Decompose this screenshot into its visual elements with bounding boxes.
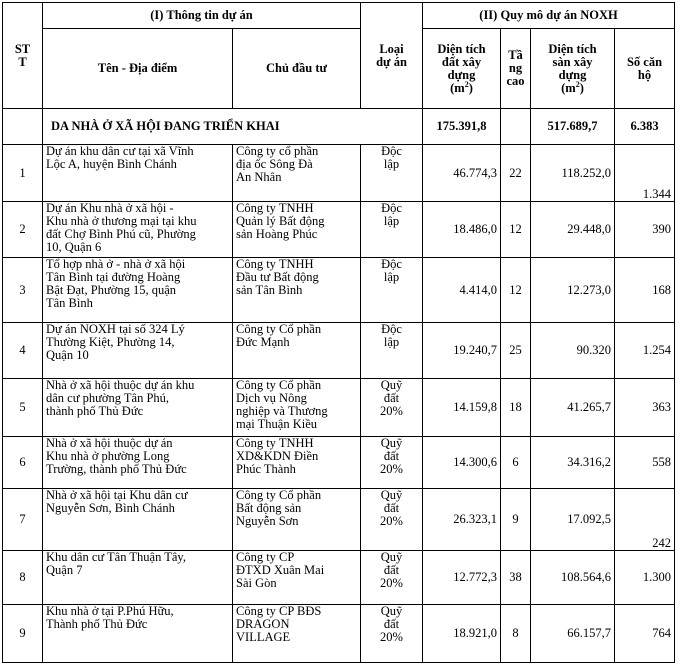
- row-units: 1.300: [615, 551, 675, 605]
- row-investor: Công ty TNHH Quản lý Bất động sản Hoàng Phúc: [233, 202, 361, 258]
- row-land-area: 19.240,7: [423, 323, 501, 379]
- row-investor: Công ty cổ phần địa ốc Sông Đà An Nhân: [233, 145, 361, 202]
- summary-label: DA NHÀ Ở XÃ HỘI ĐANG TRIỂN KHAI: [43, 109, 423, 145]
- row-project-type: Độc lập: [361, 202, 423, 258]
- floor-area-header-text: Diện tích sàn xây dựng (m: [548, 41, 597, 95]
- summary-land-area: 175.391,8: [423, 109, 501, 145]
- row-land-area: 14.300,6: [423, 437, 501, 489]
- row-land-area: 18.486,0: [423, 202, 501, 258]
- row-land-area: 14.159,8: [423, 379, 501, 437]
- row-name-location: Dự án khu dân cư tại xã Vĩnh Lộc A, huyện Bình Chánh: [43, 145, 233, 202]
- table-row: [3, 258, 675, 323]
- row-land-area: 12.772,3: [423, 551, 501, 605]
- row-floors: 25: [501, 323, 531, 379]
- row-floors: 22: [501, 145, 531, 202]
- table-row: [3, 145, 675, 202]
- row-investor: Công ty CP BĐS DRAGON VILLAGE: [233, 605, 361, 663]
- row-floor-area: 41.265,7: [531, 379, 615, 437]
- row-investor: Công ty Cổ phần Bất động sản Nguyễn Sơn: [233, 489, 361, 551]
- summary-floors: [501, 109, 531, 145]
- land-area-unit-sup: 2: [464, 79, 469, 89]
- row-floor-area: 118.252,0: [531, 145, 615, 202]
- row-floors: 18: [501, 379, 531, 437]
- table-row: [3, 605, 675, 663]
- row-investor: Công ty Cổ phần Dịch vụ Nông nghiệp và Thương mại Thuận Kiều: [233, 379, 361, 437]
- noxh-projects-table: [2, 2, 675, 663]
- summary-units: 6.383: [615, 109, 675, 145]
- row-land-area: 26.323,1: [423, 489, 501, 551]
- row-stt: 4: [3, 323, 43, 379]
- floor-area-header-close: ): [579, 80, 584, 95]
- row-stt: 2: [3, 202, 43, 258]
- row-floors: 12: [501, 258, 531, 323]
- row-floors: 8: [501, 605, 531, 663]
- row-floor-area: 90.320: [531, 323, 615, 379]
- investor-header: Chủ đầu tư: [233, 29, 361, 109]
- row-units: 764: [615, 605, 675, 663]
- row-stt: 6: [3, 437, 43, 489]
- table-row: [3, 323, 675, 379]
- row-units: 1.254: [615, 323, 675, 379]
- land-area-header-text: Diện tích đất xây dựng (m: [437, 41, 486, 95]
- row-stt: 7: [3, 489, 43, 551]
- floor-area-header: [531, 29, 615, 109]
- project-type-header: Loại dự án: [361, 3, 423, 109]
- row-land-area: 18.921,0: [423, 605, 501, 663]
- row-project-type: Quỹ đất 20%: [361, 379, 423, 437]
- row-name-location: Dự án NOXH tại số 324 Lý Thường Kiệt, Phường 14, Quận 10: [43, 323, 233, 379]
- row-name-location: Khu nhà ở tại P.Phú Hữu, Thành phố Thủ Đức: [43, 605, 233, 663]
- summary-row: [3, 109, 675, 145]
- row-units: 390: [615, 202, 675, 258]
- row-floor-area: 29.448,0: [531, 202, 615, 258]
- group-scale-header: (II) Quy mô dự án NOXH: [423, 3, 675, 29]
- row-name-location: Nhà ở xã hội thuộc dự án khu dân cư phường Tân Phú, thành phố Thủ Đức: [43, 379, 233, 437]
- stt-header: ST T: [3, 3, 43, 109]
- row-investor: Công ty TNHH XD&KDN Điền Phúc Thành: [233, 437, 361, 489]
- row-units: 168: [615, 258, 675, 323]
- row-floors: 9: [501, 489, 531, 551]
- row-investor: Công ty CP ĐTXD Xuân Mai Sài Gòn: [233, 551, 361, 605]
- row-floors: 38: [501, 551, 531, 605]
- row-project-type: Độc lập: [361, 323, 423, 379]
- row-floor-area: 108.564,6: [531, 551, 615, 605]
- row-land-area: 4.414,0: [423, 258, 501, 323]
- name-location-header: Tên - Địa điểm: [43, 29, 233, 109]
- group-project-info-header: (I) Thông tin dự án: [43, 3, 361, 29]
- row-project-type: Quỹ đất 20%: [361, 437, 423, 489]
- row-project-type: Quỹ đất 20%: [361, 605, 423, 663]
- row-floor-area: 17.092,5: [531, 489, 615, 551]
- row-project-type: Độc lập: [361, 258, 423, 323]
- row-floors: 12: [501, 202, 531, 258]
- row-floor-area: 66.157,7: [531, 605, 615, 663]
- row-units: 558: [615, 437, 675, 489]
- table-row: [3, 437, 675, 489]
- row-units: 242: [615, 489, 675, 551]
- table-row: [3, 489, 675, 551]
- land-area-header: [423, 29, 501, 109]
- row-stt: 3: [3, 258, 43, 323]
- row-stt: 8: [3, 551, 43, 605]
- row-floor-area: 34.316,2: [531, 437, 615, 489]
- row-name-location: Dự án Khu nhà ở xã hội - Khu nhà ở thương mại tại khu đất Chợ Bình Phú cũ, Phường 10, Quận 6: [43, 202, 233, 258]
- row-units: 1.344: [615, 145, 675, 202]
- table-row: [3, 379, 675, 437]
- row-name-location: Nhà ở xã hội thuộc dự án Khu nhà ở phường Long Trường, thành phố Thủ Đức: [43, 437, 233, 489]
- row-name-location: Tổ hợp nhà ở - nhà ở xã hội Tân Bình tại đường Hoàng Bật Đạt, Phường 15, quận Tân Bình: [43, 258, 233, 323]
- row-floors: 6: [501, 437, 531, 489]
- units-header: Số căn hộ: [615, 29, 675, 109]
- row-investor: Công ty TNHH Đầu tư Bất động sản Tân Bình: [233, 258, 361, 323]
- floors-header: Tầ ng cao: [501, 29, 531, 109]
- row-project-type: Quỹ đất 20%: [361, 551, 423, 605]
- floor-area-unit-sup: 2: [575, 79, 580, 89]
- land-area-header-close: ): [468, 80, 473, 95]
- summary-floor-area: 517.689,7: [531, 109, 615, 145]
- row-investor: Công ty Cổ phần Đức Mạnh: [233, 323, 361, 379]
- row-stt: 5: [3, 379, 43, 437]
- row-name-location: Nhà ở xã hội tại Khu dân cư Nguyễn Sơn, Bình Chánh: [43, 489, 233, 551]
- table-row: [3, 202, 675, 258]
- summary-stt: [3, 109, 43, 145]
- row-project-type: Độc lập: [361, 145, 423, 202]
- table-row: [3, 551, 675, 605]
- row-project-type: Quỹ đất 20%: [361, 489, 423, 551]
- row-stt: 1: [3, 145, 43, 202]
- row-land-area: 46.774,3: [423, 145, 501, 202]
- row-units: 363: [615, 379, 675, 437]
- row-name-location: Khu dân cư Tân Thuận Tây, Quận 7: [43, 551, 233, 605]
- row-floor-area: 12.273,0: [531, 258, 615, 323]
- row-stt: 9: [3, 605, 43, 663]
